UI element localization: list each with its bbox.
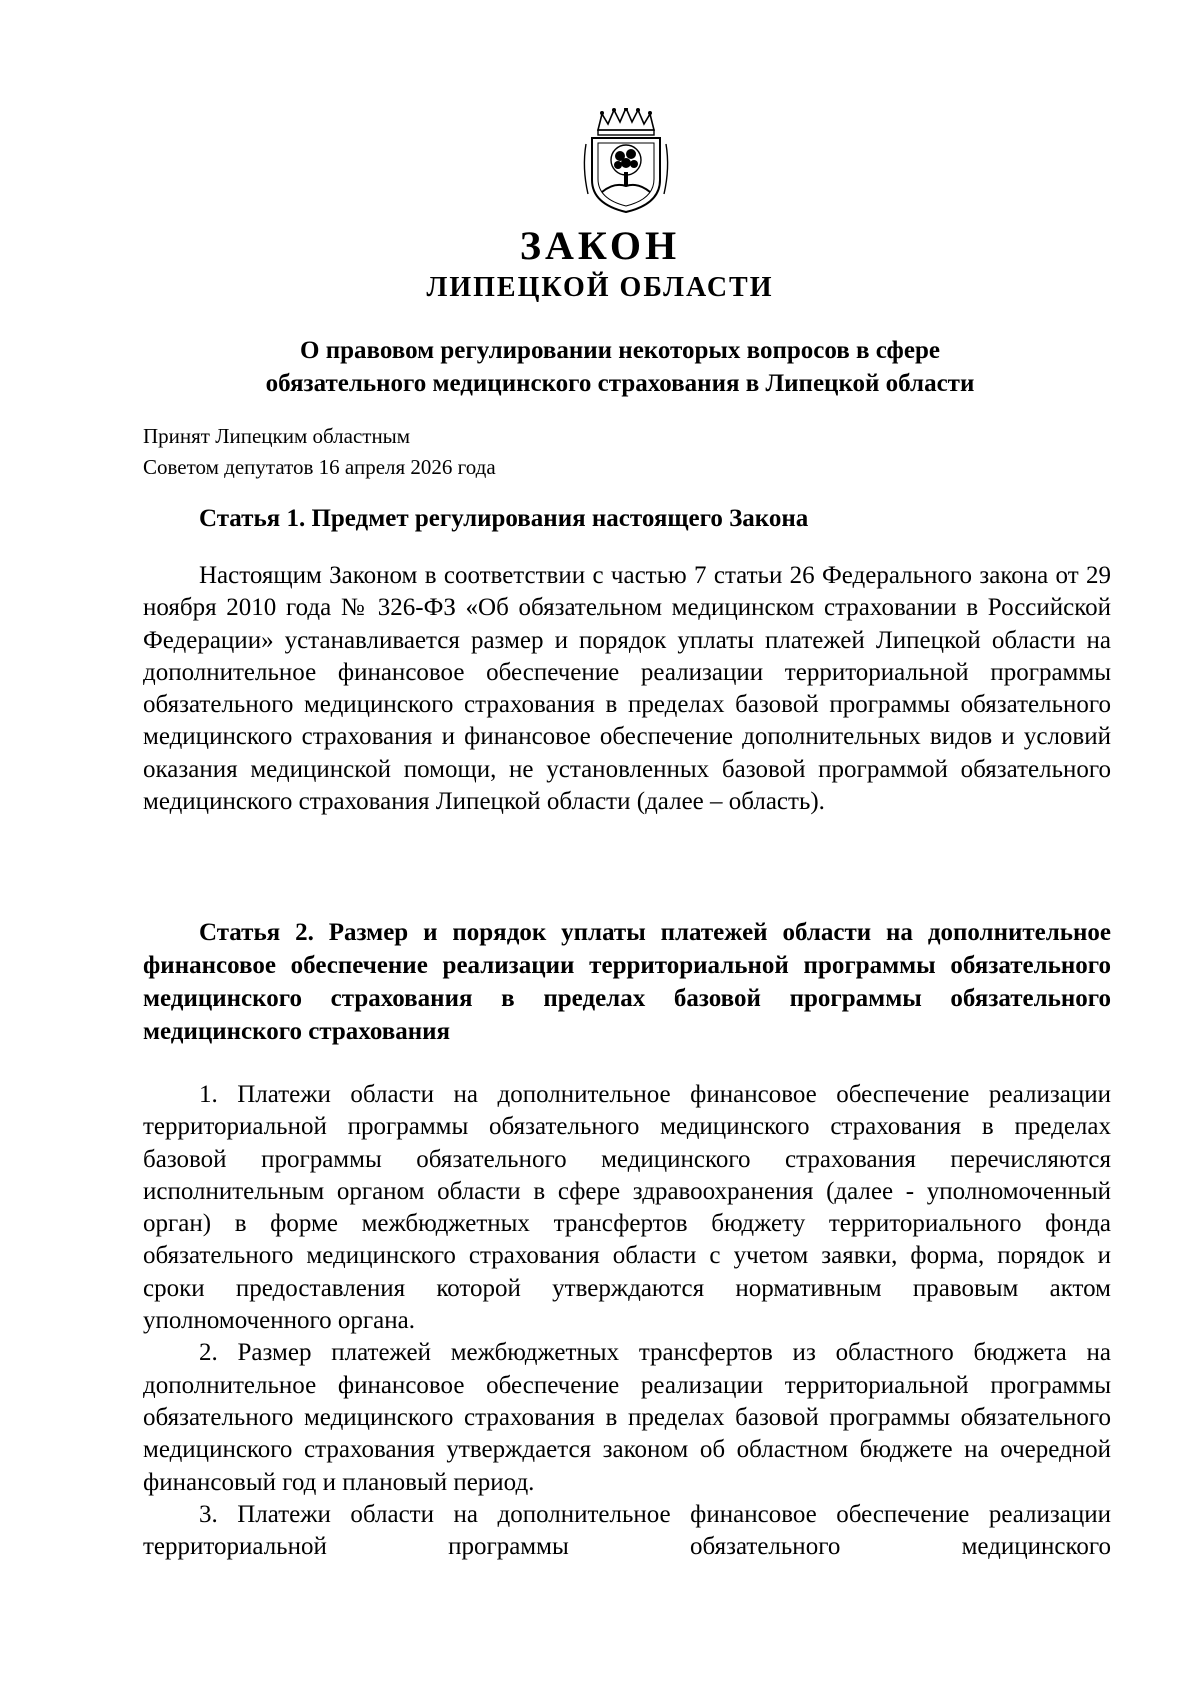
article-2-paragraph-2: 2. Размер платежей межбюджетных трансфертов из областного бюджета на дополнительное финансовое обеспечение реализации территориальной программы обязательного медицинского страхования в пределах базовой программы обязательного медицинского страхования утверждается законом об областном бюджете на очередной финансовый год и плановый период. bbox=[143, 1339, 1111, 1496]
document-title: ЗАКОН bbox=[519, 223, 681, 268]
article-1-body bbox=[143, 560, 1111, 818]
coat-of-arms-icon bbox=[578, 108, 674, 216]
document-subtitle: ЛИПЕЦКОЙ ОБЛАСТИ bbox=[426, 272, 774, 303]
adoption-line-1: Принят Липецким областным bbox=[143, 424, 411, 448]
adoption-line-2: Советом депутатов 16 апреля 2026 года bbox=[143, 455, 496, 479]
law-name: О правовом регулировании некоторых вопросов в сфере обязательного медицинского страхования в Липецкой области bbox=[265, 337, 975, 397]
article-2-body bbox=[143, 1079, 1111, 1563]
article-1-heading: Статья 1. Предмет регулирования настоящего Закона bbox=[199, 505, 809, 532]
article-2-paragraph-3: 3. Платежи области на дополнительное финансовое обеспечение реализации территориальной программы обязательного медицинского bbox=[143, 1500, 1111, 1561]
article-1-paragraph: Настоящим Законом в соответствии с частью 7 статьи 26 Федерального закона от 29 ноября 2010 года № 326-ФЗ «Об обязательном медицинском страховании в Российской Федерации» устанавливается размер и порядок уплаты платежей Липецкой области на дополнительное финансовое обеспечение реализации территориальной программы обязательного медицинского страхования в пределах базовой программы обязательного медицинского страхования и финансовое обеспечение дополнительных видов и условий оказания медицинской помощи, не установленных базовой программой обязательного медицинского страхования Липецкой области (далее – область). bbox=[143, 562, 1111, 816]
article-2-heading: Статья 2. Размер и порядок уплаты платежей области на дополнительное финансовое обеспечение реализации территориальной программы обязательного медицинского страхования в пределах базовой программы обязательного медицинского страхования bbox=[143, 919, 1111, 1045]
article-2-paragraph-1: 1. Платежи области на дополнительное финансовое обеспечение реализации территориальной программы обязательного медицинского страхования в пределах базовой программы обязательного медицинского страхования перечисляются исполнительным органом области в сфере здравоохранения (далее - уполномоченный орган) в форме межбюджетных трансфертов бюджету территориального фонда обязательного медицинского страхования области с учетом заявки, форма, порядок и сроки предоставления которой утверждаются нормативным правовым актом уполномоченного органа. bbox=[143, 1081, 1111, 1335]
adoption-info bbox=[143, 421, 496, 483]
